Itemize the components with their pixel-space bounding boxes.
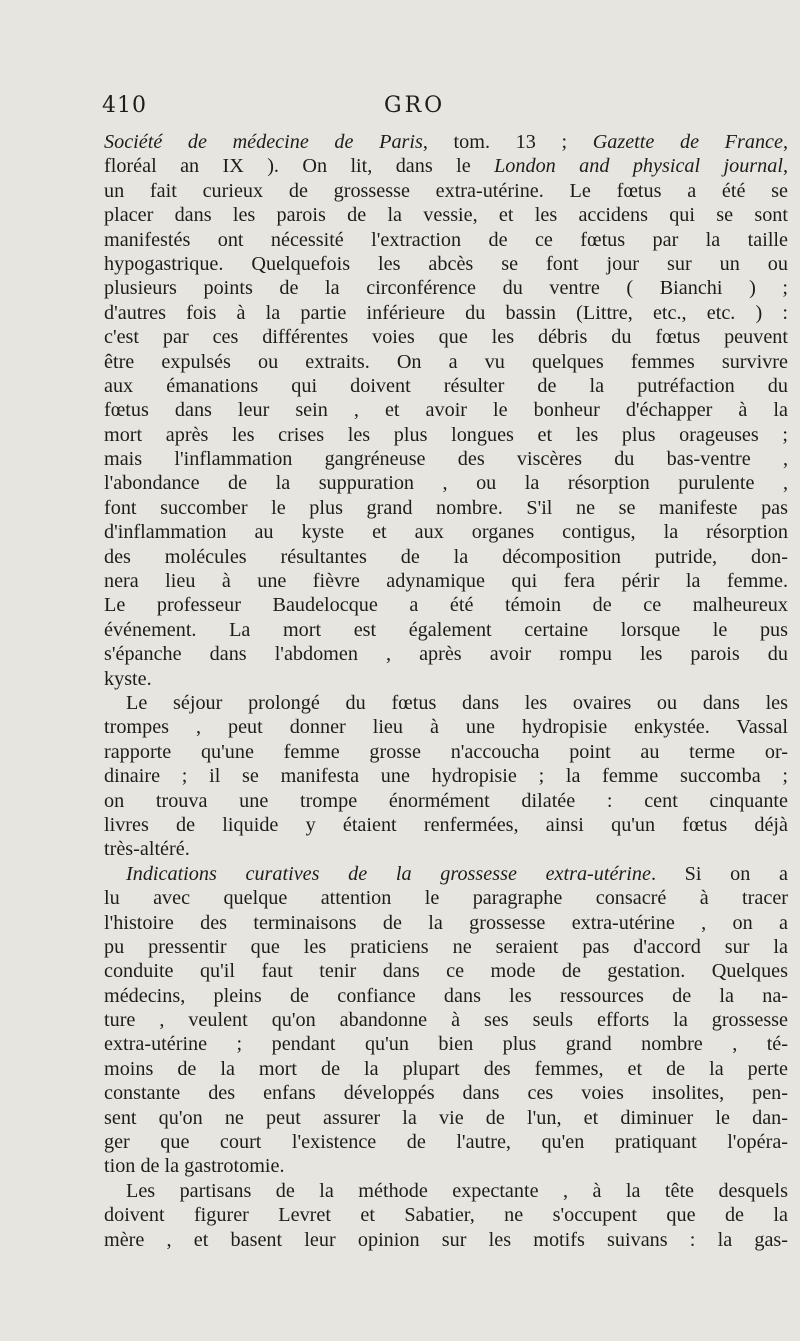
text-run: mort après les crises les plus longues et les plus orageuses ; [104,423,788,446]
text-run: kyste. [104,667,152,690]
text-run: moins de la mort de la plupart des femmes, et de la perte [104,1057,788,1080]
text-run: ger que court l'existence de l'autre, qu'en pratiquant l'opéra- [104,1131,788,1154]
text-line [104,228,788,252]
text-line [104,837,788,861]
text-line [104,276,788,300]
italic-text: Gazette de France [592,131,783,153]
text-run: être expulsés ou extraits. On a vu quelques femmes survivre [104,350,788,373]
page-header [102,93,774,125]
text-run: lu avec quelque attention le paragraphe consacré à tracer [104,887,788,910]
text-line [104,740,788,764]
text-run: font succomber le plus grand nombre. S'il ne se manifeste pas [104,496,788,519]
text-line [104,959,788,983]
text-run: manifestés ont nécessité l'extraction de ce fœtus par la taille [104,228,788,251]
text-run: un fait curieux de grossesse extra-utérine. Le fœtus a été se [104,179,788,202]
text-run: pu pressentir que les praticiens ne seraient pas d'accord sur la [104,935,788,958]
text-line [104,252,788,276]
text-run: mère , et basent leur opinion sur les motifs suivans : la gas- [104,1228,788,1251]
text-run: événement. La mort est également certaine lorsque le pus [104,618,788,641]
text-run: rapporte qu'une femme grosse n'accoucha point au terme or- [104,740,788,763]
text-run: doivent figurer Levret et Sabatier, ne s'occupent que de la [104,1204,788,1227]
text-line [104,325,788,349]
text-run: livres de liquide y étaient renfermées, ainsi qu'un fœtus déjà [104,813,788,836]
text-line [104,398,788,422]
text-line [104,1228,788,1252]
text-line [104,154,788,178]
text-run: l'abondance de la suppuration , ou la résorption purulente , [104,472,788,495]
text-run: , tom. 13 ; [422,131,593,153]
text-line [104,618,788,642]
text-line [104,813,788,837]
text-line [104,496,788,520]
text-run: placer dans les parois de la vessie, et les accidens qui se sont [104,204,788,227]
italic-text: Indications curatives de la grossesse extra-utérine [126,862,651,885]
text-run: fœtus dans leur sein , et avoir le bonheur d'échapper à la [104,399,788,422]
text-line [104,1203,788,1227]
text-line [104,179,788,203]
text-run: des molécules résultantes de la décomposition putride, don- [104,545,788,568]
text-line [104,886,788,910]
text-run: plusieurs points de la circonférence du ventre ( Bianchi ) ; [104,277,788,300]
text-run: sent qu'on ne peut assurer la vie de l'un, et diminuer le dan- [104,1106,788,1129]
text-line [104,301,788,325]
text-run: d'autres fois à la partie inférieure du bassin (Littre, etc., etc. ) : [104,301,788,324]
text-run: . Si on a [650,862,788,885]
text-line [104,569,788,593]
running-head: GRO [384,93,446,118]
text-line [104,862,788,886]
body-text [104,130,788,1252]
text-line [104,667,788,691]
text-run: constante des enfans développés dans ces voies insolites, pen- [104,1082,788,1105]
text-line [104,1032,788,1056]
text-line [104,130,788,154]
text-line [104,789,788,813]
text-run: aux émanations qui doivent résulter de la putréfaction du [104,374,788,397]
text-run: ture , veulent qu'on abandonne à ses seuls efforts la grossesse [104,1009,788,1032]
text-line [104,764,788,788]
text-line [104,911,788,935]
text-line [104,1154,788,1178]
text-line [104,935,788,959]
text-line [104,1008,788,1032]
text-run: d'inflammation au kyste et aux organes contigus, la résorption [104,521,788,544]
text-line [104,593,788,617]
text-run: trompes , peut donner lieu à une hydropisie enkystée. Vassal [104,716,788,739]
text-run: dinaire ; il se manifesta une hydropisie ; la femme succomba ; [104,765,788,788]
text-run: extra-utérine ; pendant qu'un bien plus grand nombre , té- [104,1033,788,1056]
text-run: Les partisans de la méthode expectante , à la tête desquels [126,1179,788,1202]
text-line [104,447,788,471]
text-line [104,691,788,715]
text-line [104,642,788,666]
text-line [104,545,788,569]
text-run: médecins, pleins de confiance dans les ressources de la na- [104,984,788,1007]
text-run: hypogastrique. Quelquefois les abcès se font jour sur un ou [104,252,788,275]
text-line [104,984,788,1008]
page-number: 410 [102,93,147,118]
text-run: tion de la gastrotomie. [104,1155,285,1178]
text-run: , [782,155,789,178]
text-run: l'histoire des terminaisons de la grossesse extra-utérine , on a [104,911,788,934]
text-line [104,471,788,495]
text-line [104,520,788,544]
italic-text: Société de médecine de Paris [104,131,423,153]
text-run: , [782,131,789,153]
italic-text: London and physical journal [494,155,783,178]
text-line [104,423,788,447]
text-line [104,350,788,374]
text-line [104,715,788,739]
text-run: conduite qu'il faut tenir dans ce mode de gestation. Quelques [104,960,788,983]
text-run: mais l'inflammation gangréneuse des viscères du bas-ventre , [104,448,788,471]
text-run: floréal an IX ). On lit, dans le [104,155,495,178]
text-line [104,1106,788,1130]
text-line [104,1130,788,1154]
text-run: très-altéré. [104,838,190,861]
text-run: Le séjour prolongé du fœtus dans les ovaires ou dans les [126,691,788,714]
text-run: Le professeur Baudelocque a été témoin de ce malheureux [104,594,788,617]
text-run: nera lieu à une fièvre adynamique qui fera périr la femme. [104,570,788,593]
text-line [104,1057,788,1081]
text-run: c'est par ces différentes voies que les débris du fœtus peuvent [104,326,788,349]
text-run: on trouva une trompe énormément dilatée : cent cinquante [104,789,788,812]
text-run: s'épanche dans l'abdomen , après avoir rompu les parois du [104,643,788,666]
text-line [104,203,788,227]
text-line [104,374,788,398]
text-line [104,1081,788,1105]
text-line [104,1179,788,1203]
